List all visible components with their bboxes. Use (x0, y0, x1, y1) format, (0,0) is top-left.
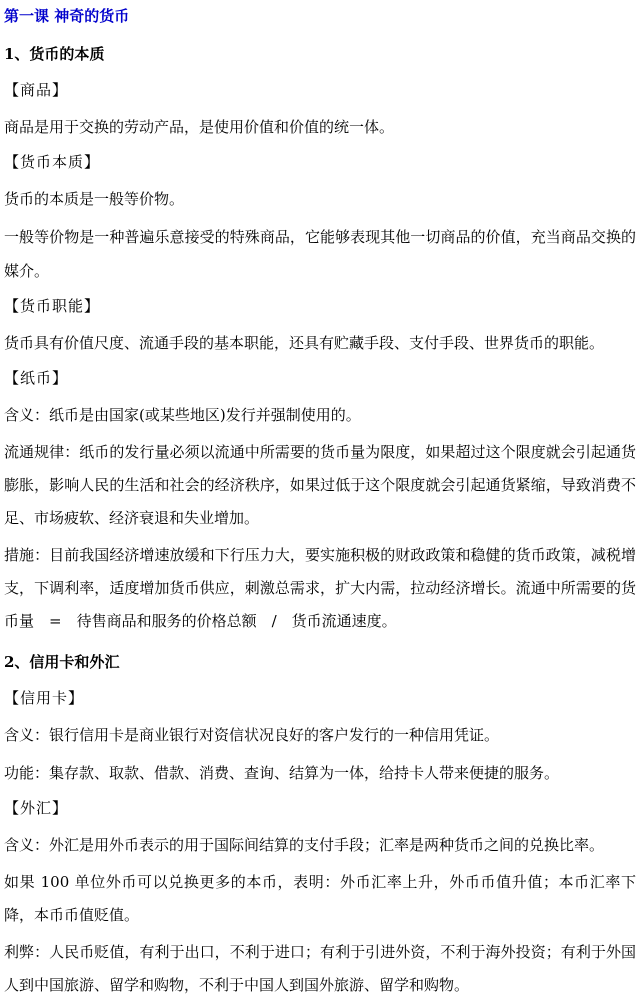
section-title-money-essence: 1、货币的本质 (4, 45, 105, 63)
paragraph-forex-definition: 含义：外汇是用外币表示的用于国际间结算的支付手段；汇率是两种货币之间的兑换比率。 (4, 836, 605, 854)
heading-forex: 【外汇】 (4, 799, 69, 817)
paragraph-forex-pros-cons: 利弊：人民币贬值，有利于出口，不利于进口；有利于引进外资，不利于海外投资；有利于外国人到中国旅游、留学和购物，不利于中国人到国外旅游、留学和购物。 (4, 943, 636, 994)
paragraph-paper-measures: 措施：目前我国经济增速放缓和下行压力大，要实施积极的财政政策和稳健的货币政策，减税增支，下调利率，适度增加货币供应，刺激总需求，扩大内需，拉动经济增长。流通中所需要的货币量 = 待售商品和服务的价格总额 / 货币流通速度。 (4, 546, 636, 630)
heading-paper-money: 【纸币】 (4, 369, 69, 387)
paragraph-essence-1: 货币的本质是一般等价物。 (4, 190, 185, 208)
paragraph-function: 货币具有价值尺度、流通手段的基本职能，还具有贮藏手段、支付手段、世界货币的职能。 (4, 334, 605, 352)
paragraph-card-function: 功能：集存款、取款、借款、消费、查询、结算为一体，给持卡人带来便捷的服务。 (4, 764, 560, 782)
heading-commodity: 【商品】 (4, 81, 69, 99)
paragraph-forex-rate: 如果 100 单位外币可以兑换更多的本币，表明：外币汇率上升，外币币值升值；本币汇率下降，本币币值贬值。 (4, 873, 636, 924)
heading-credit-card: 【信用卡】 (4, 689, 85, 707)
heading-money-function: 【货币职能】 (4, 297, 101, 315)
paragraph-paper-circulation: 流通规律：纸币的发行量必须以流通中所需要的货币量为限度，如果超过这个限度就会引起通货膨胀，影响人民的生活和社会的经济秩序，如果过低于这个限度就会引起通货紧缩，导致消费不足、市场疲软、经济衰退和失业增加。 (4, 443, 636, 527)
lesson-title: 第一课 神奇的货币 (4, 7, 130, 25)
section-title-credit-forex: 2、信用卡和外汇 (4, 653, 120, 671)
paragraph-commodity: 商品是用于交换的劳动产品，是使用价值和价值的统一体。 (4, 118, 395, 136)
paragraph-card-definition: 含义：银行信用卡是商业银行对资信状况良好的客户发行的一种信用凭证。 (4, 726, 500, 744)
heading-money-essence: 【货币本质】 (4, 153, 101, 171)
paragraph-essence-2: 一般等价物是一种普遍乐意接受的特殊商品，它能够表现其他一切商品的价值，充当商品交换的媒介。 (4, 228, 636, 280)
paragraph-paper-definition: 含义：纸币是由国家(或某些地区)发行并强制使用的。 (4, 406, 361, 424)
